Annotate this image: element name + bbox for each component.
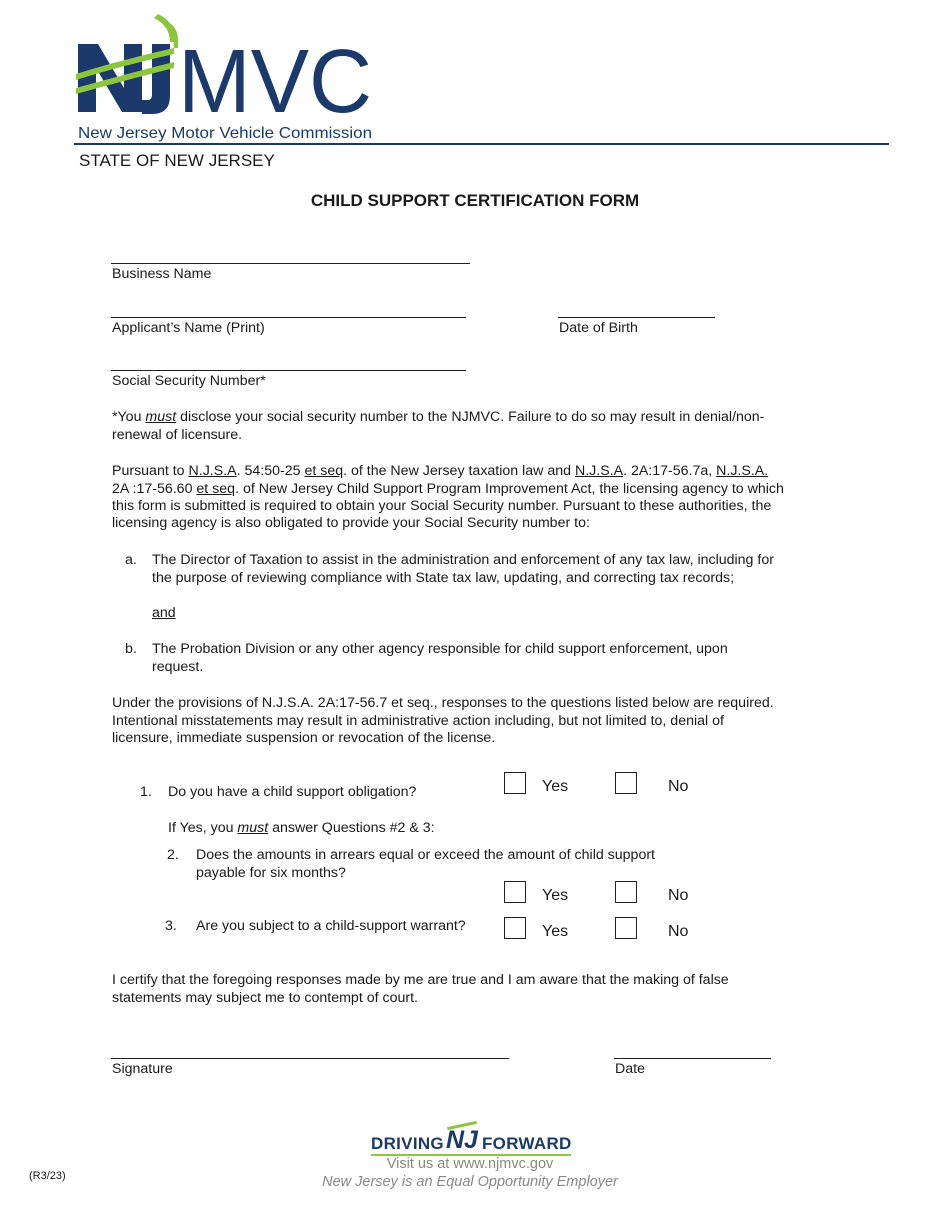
- q1-yes-label: Yes: [542, 778, 569, 795]
- form-title: CHILD SUPPORT CERTIFICATION FORM: [310, 191, 640, 210]
- revision-code: (R3/23): [29, 1170, 66, 1182]
- logo-swoosh-4: [154, 14, 174, 42]
- business-name-label: Business Name: [112, 266, 212, 282]
- signature-label: Signature: [112, 1061, 173, 1077]
- q3-text: Are you subject to a child-support warrant?: [196, 918, 466, 934]
- q3-no-checkbox[interactable]: [615, 917, 637, 939]
- q3-yes-checkbox[interactable]: [504, 917, 526, 939]
- disclosure-line-1: *You must disclose your social security number to the NJMVC. Failure to do so may result in denial/non-: [112, 409, 765, 425]
- state-name: STATE OF NEW JERSEY: [79, 151, 275, 170]
- q2-no-label: No: [668, 887, 689, 904]
- q2-line-2: payable for six months?: [196, 865, 346, 881]
- list-b-line-2: request.: [152, 659, 204, 675]
- q1-number: 1.: [140, 784, 152, 800]
- list-b-line-1: The Probation Division or any other agency responsible for child support enforcement, upon: [152, 641, 728, 657]
- q1-no-checkbox[interactable]: [615, 772, 637, 794]
- q3-number: 3.: [165, 918, 177, 934]
- list-a-line-2: the purpose of reviewing compliance with State tax law, updating, and correcting tax records;: [152, 570, 735, 586]
- q1-yes-checkbox[interactable]: [504, 772, 526, 794]
- ssn-label: Social Security Number*: [112, 373, 266, 389]
- q3-yes-label: Yes: [542, 923, 569, 940]
- list-marker-a: a.: [125, 552, 137, 568]
- header-rule: [74, 143, 889, 145]
- driving-forward-logo: [371, 1122, 571, 1156]
- driving-text: DRIVING: [371, 1134, 444, 1153]
- list-and: and: [152, 605, 176, 621]
- date-of-birth-line[interactable]: [558, 317, 715, 318]
- q2-number: 2.: [167, 847, 179, 863]
- pursuant-line-4: licensing agency is also obligated to provide your Social Security number to:: [112, 515, 590, 531]
- nj-mark: NJ: [446, 1126, 478, 1154]
- q3-no-label: No: [668, 923, 689, 940]
- logo-mvc-text: MVC: [178, 32, 372, 132]
- certify-line-2: statements may subject me to contempt of court.: [112, 990, 418, 1006]
- if-yes-instruction: If Yes, you must answer Questions #2 & 3:: [168, 820, 435, 836]
- provisions-line-1: Under the provisions of N.J.S.A. 2A:17-56.7 et seq., responses to the questions listed below are required.: [112, 695, 774, 711]
- list-marker-b: b.: [125, 641, 137, 657]
- njmvc-logo: [76, 8, 376, 144]
- certify-line-1: I certify that the foregoing responses made by me are true and I am aware that the making of false: [112, 972, 729, 988]
- q2-yes-label: Yes: [542, 887, 569, 904]
- forward-text: FORWARD: [482, 1134, 572, 1153]
- footer-equal-opportunity: New Jersey is an Equal Opportunity Employer: [322, 1174, 618, 1190]
- q2-no-checkbox[interactable]: [615, 881, 637, 903]
- logo-subtitle: New Jersey Motor Vehicle Commission: [78, 125, 372, 142]
- applicant-name-line[interactable]: [111, 317, 466, 318]
- business-name-line[interactable]: [111, 263, 470, 264]
- signature-date-label: Date: [615, 1061, 645, 1077]
- pursuant-line-2: 2A :17-56.60 et seq. of New Jersey Child Support Program Improvement Act, the licensing agency to which: [112, 481, 784, 497]
- pursuant-line-3: this form is submitted is required to obtain your Social Security number. Pursuant to these authorities, the: [112, 498, 772, 514]
- ssn-line[interactable]: [111, 370, 466, 371]
- footer-visit[interactable]: Visit us at www.njmvc.gov: [386, 1156, 554, 1172]
- signature-line[interactable]: [111, 1058, 509, 1059]
- provisions-line-2: Intentional misstatements may result in administrative action including, but not limited to, denial of: [112, 713, 724, 729]
- q1-text: Do you have a child support obligation?: [168, 784, 417, 800]
- q2-line-1: Does the amounts in arrears equal or exceed the amount of child support: [196, 847, 655, 863]
- list-a-line-1: The Director of Taxation to assist in the administration and enforcement of any tax law, including for: [152, 552, 774, 568]
- q2-yes-checkbox[interactable]: [504, 881, 526, 903]
- disclosure-line-2: renewal of licensure.: [112, 427, 243, 443]
- signature-date-line[interactable]: [614, 1058, 771, 1059]
- date-of-birth-label: Date of Birth: [559, 320, 638, 336]
- applicant-name-label: Applicant’s Name (Print): [112, 320, 265, 336]
- provisions-line-3: licensure, immediate suspension or revocation of the license.: [112, 730, 496, 746]
- pursuant-line-1: Pursuant to N.J.S.A. 54:50-25 et seq. of the New Jersey taxation law and N.J.S.A. 2A:17-56.7a, N.J.S.A.: [112, 463, 769, 479]
- q1-no-label: No: [668, 778, 689, 795]
